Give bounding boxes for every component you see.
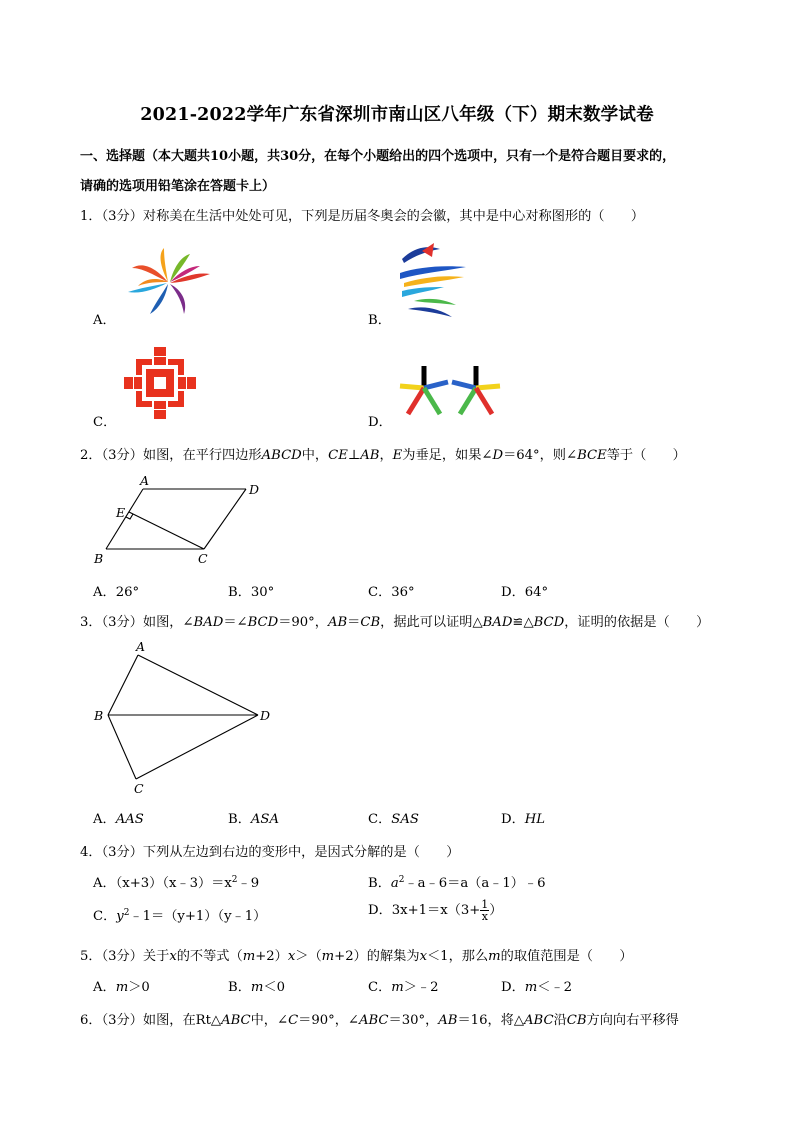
olympic-emblem-c-image — [124, 347, 196, 419]
q2-option-d: D．64° — [501, 585, 549, 600]
page-title: 2021-2022学年广东省深圳市南山区八年级（下）期末数学试卷 — [140, 105, 654, 125]
section-heading-line2: 请确的选项用铅笔涂在答题卡上） — [80, 179, 276, 194]
q3-label-d: D — [260, 708, 271, 723]
q2-label-c: C — [198, 551, 208, 566]
parallelogram-figure — [88, 472, 274, 570]
olympic-emblem-a-image — [124, 246, 216, 320]
q1-option-b-label: B． — [368, 313, 391, 328]
question-1-text: 1．（3分）对称美在生活中处处可见，下列是历届冬奥会的会徽，其中是中心对称图形的（ ） — [80, 209, 645, 224]
q1-option-a-label: A． — [93, 313, 116, 328]
q2-label-b: B — [94, 551, 104, 566]
question-2-text: 2．（3分）如图，在平行四边形ABCD中，CE⊥AB，E为垂足，如果∠D＝64°，则∠BCE等于（ ） — [80, 448, 686, 463]
q4-option-d: D．3x+1＝x（3+ $\frac{1}{x}$ ） — [368, 898, 503, 923]
question-5-text: 5．（3分）关于x的不等式（m+2）x＞（m+2）的解集为x＜1，那么m的取值范围是（ ） — [80, 949, 633, 964]
olympic-emblem-d-image — [396, 362, 504, 420]
olympic-emblem-b-image — [394, 243, 468, 319]
q3-option-d: D．HL — [501, 812, 546, 827]
question-4-text: 4．（3分）下列从左边到右边的变形中，是因式分解的是（ ） — [80, 845, 460, 860]
q2-option-b: B．30° — [228, 585, 275, 600]
q1-option-c-label: C． — [93, 415, 117, 430]
q2-label-a: A — [140, 473, 150, 488]
q1-option-d-label: D． — [368, 415, 392, 430]
section-heading-line1: 一、选择题（本大题共10小题，共30分，在每个小题给出的四个选项中，只有一个是符合题目要求的， — [80, 149, 676, 164]
question-3-text: 3．（3分）如图，∠BAD＝∠BCD＝90°，AB＝CB，据此可以证明△BAD≌△BCD，证明的依据是（ ） — [80, 615, 710, 630]
q3-option-c: C．SAS — [368, 812, 419, 827]
q5-option-d: D．m＜﹣2 — [501, 980, 573, 995]
q3-option-a: A．AAS — [93, 812, 144, 827]
q3-label-c: C — [134, 781, 144, 796]
q2-option-c: C．36° — [368, 585, 415, 600]
q5-option-b: B．m＜0 — [228, 980, 285, 995]
q3-label-a: A — [136, 639, 146, 654]
q3-label-b: B — [94, 708, 104, 723]
q5-option-c: C．m＞﹣2 — [368, 980, 439, 995]
question-6-text: 6．（3分）如图，在Rt△ABC中，∠C＝90°，∠ABC＝30°，AB＝16，将△ABC沿CB方向向右平移得 — [80, 1013, 679, 1028]
q5-option-a: A．m＞0 — [93, 980, 150, 995]
fraction-one-over-x: $\frac{1}{x}$ — [481, 898, 489, 923]
q4-option-a: A．$(x+3)(x﹣3)=x^2﹣9$ — [93, 875, 260, 891]
q4-option-c: C．$y^2﹣1=(y+1)(y﹣1)$ — [93, 908, 267, 924]
q2-label-e: E — [116, 505, 126, 520]
q4-option-b: B．$a^2﹣a﹣6=a(a﹣1)﹣6$ — [368, 875, 546, 891]
q3-option-b: B．ASA — [228, 812, 279, 827]
q2-option-a: A．26° — [93, 585, 140, 600]
q2-label-d: D — [249, 482, 260, 497]
kite-figure — [88, 636, 278, 796]
